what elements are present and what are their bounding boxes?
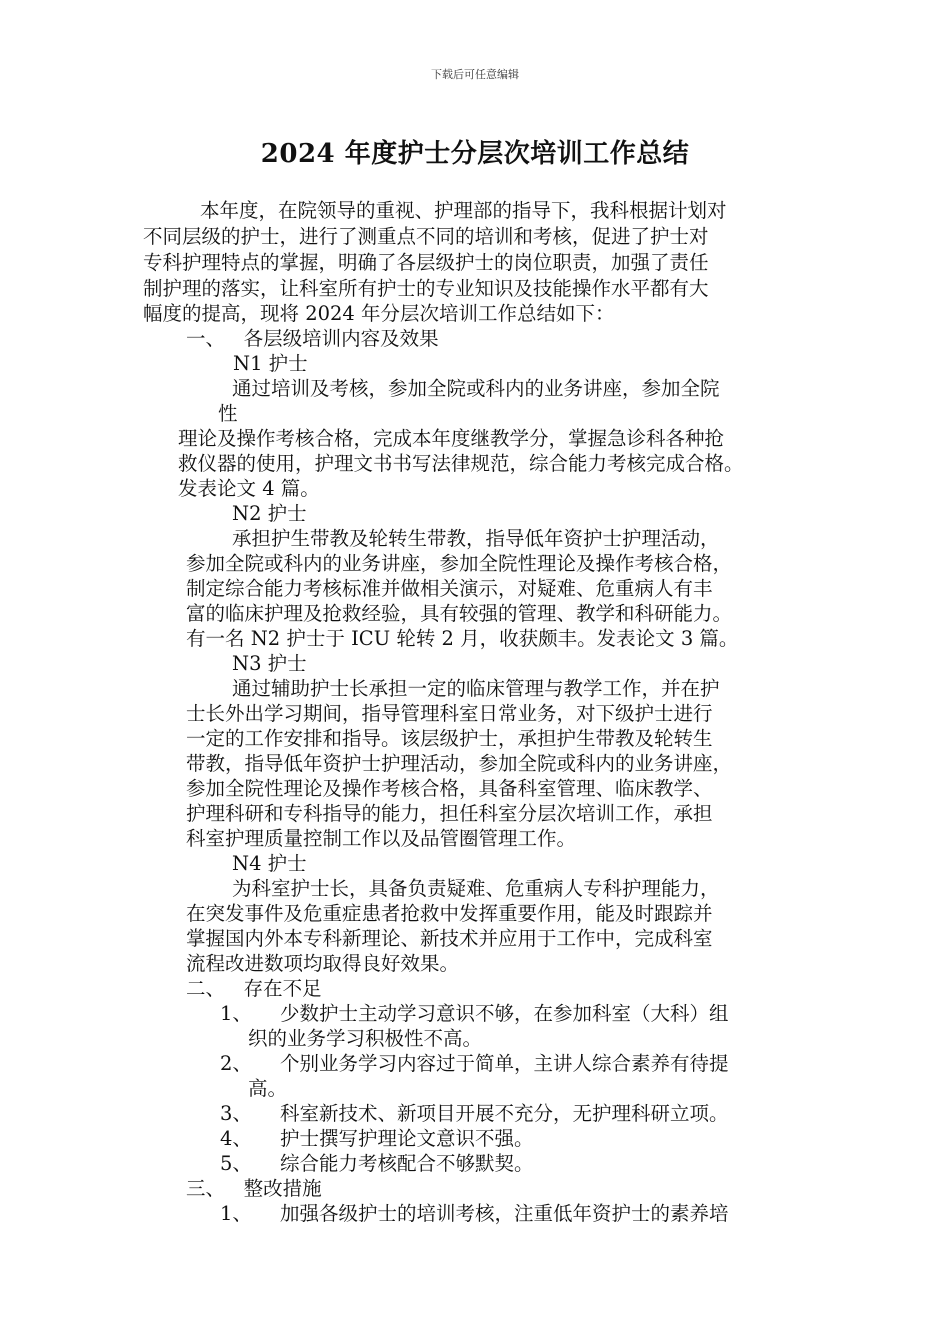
list-item-text: 综合能力考核配合不够默契。: [280, 1152, 534, 1175]
level-label-n3: N3 护士: [232, 652, 307, 675]
level-label-n4: N4 护士: [232, 852, 307, 875]
list-item-text: 科室新技术、新项目开展不充分，无护理科研立项。: [280, 1102, 729, 1125]
list-item-number: 2、: [220, 1052, 252, 1075]
section-heading: 三、 整改措施: [186, 1177, 322, 1200]
header-note: 下载后可任意编辑: [431, 68, 519, 81]
intro-line: 制护理的落实，让科室所有护士的专业知识及技能操作水平都有大: [143, 277, 709, 300]
list-item-text: 少数护士主动学习意识不够，在参加科室（大科）组: [280, 1002, 729, 1025]
list-item-text: 护士撰写护理论文意识不强。: [280, 1127, 534, 1150]
n4-line: 在突发事件及危重症患者抢救中发挥重要作用，能及时跟踪并: [186, 902, 713, 925]
n3-line: 护理科研和专科指导的能力，担任科室分层次培训工作，承担: [186, 802, 713, 825]
list-item-text: 加强各级护士的培训考核，注重低年资护士的素养培: [280, 1202, 729, 1225]
list-item-text: 个别业务学习内容过于简单，主讲人综合素养有待提: [280, 1052, 729, 1075]
list-item-continuation: 高。: [248, 1077, 288, 1100]
n4-line: 为科室护士长，具备负责疑难、危重病人专科护理能力，: [232, 877, 720, 900]
list-item-number: 1、: [220, 1002, 252, 1025]
n3-line: 参加全院性理论及操作考核合格，具备科室管理、临床教学、: [186, 777, 713, 800]
n1-line: 性: [218, 402, 238, 425]
n2-line: 承担护生带教及轮转生带教，指导低年资护士护理活动，: [232, 527, 720, 550]
n1-line: 救仪器的使用，护理文书书写法律规范，综合能力考核完成合格。: [178, 452, 744, 475]
n3-line: 科室护理质量控制工作以及品管圈管理工作。: [186, 827, 577, 850]
intro-line: 幅度的提高，现将 2024 年分层次培训工作总结如下：: [143, 302, 615, 325]
list-item-number: 3、: [220, 1102, 252, 1125]
n1-line: 理论及操作考核合格，完成本年度继教学分，掌握急诊科各种抢: [178, 427, 725, 450]
intro-line: 本年度，在院领导的重视、护理部的指导下，我科根据计划对: [200, 199, 727, 222]
n1-line: 通过培训及考核，参加全院或科内的业务讲座，参加全院: [232, 377, 720, 400]
n3-line: 士长外出学习期间，指导管理科室日常业务，对下级护士进行: [186, 702, 713, 725]
n2-line: 富的临床护理及抢救经验，具有较强的管理、教学和科研能力。: [186, 602, 733, 625]
n3-line: 一定的工作安排和指导。该层级护士，承担护生带教及轮转生: [186, 727, 713, 750]
n2-line: 制定综合能力考核标准并做相关演示，对疑难、危重病人有丰: [186, 577, 713, 600]
level-label-n2: N2 护士: [232, 502, 307, 525]
n3-line: 带教，指导低年资护士护理活动，参加全院或科内的业务讲座，: [186, 752, 733, 775]
n4-line: 流程改进数项均取得良好效果。: [186, 952, 460, 975]
intro-line: 不同层级的护士，进行了测重点不同的培训和考核，促进了护士对: [143, 225, 709, 248]
n2-line: 参加全院或科内的业务讲座，参加全院性理论及操作考核合格，: [186, 552, 733, 575]
section-heading: 二、 存在不足: [186, 977, 322, 1000]
section-heading: 一、 各层级培训内容及效果: [186, 327, 439, 350]
document-title: 2024 年度护士分层次培训工作总结: [260, 139, 690, 169]
level-label-n1: N1 护士: [233, 352, 308, 375]
n1-line: 发表论文 4 篇。: [178, 477, 320, 500]
intro-line: 专科护理特点的掌握，明确了各层级护士的岗位职责，加强了责任: [143, 251, 709, 274]
list-item-number: 4、: [220, 1127, 252, 1150]
list-item-continuation: 织的业务学习积极性不高。: [248, 1027, 483, 1050]
n4-line: 掌握国内外本专科新理论、新技术并应用于工作中，完成科室: [186, 927, 713, 950]
list-item-number: 5、: [220, 1152, 252, 1175]
list-item-number: 1、: [220, 1202, 252, 1225]
n2-line: 有一名 N2 护士于 ICU 轮转 2 月，收获颇丰。发表论文 3 篇。: [186, 627, 739, 650]
n3-line: 通过辅助护士长承担一定的临床管理与教学工作，并在护: [232, 677, 720, 700]
